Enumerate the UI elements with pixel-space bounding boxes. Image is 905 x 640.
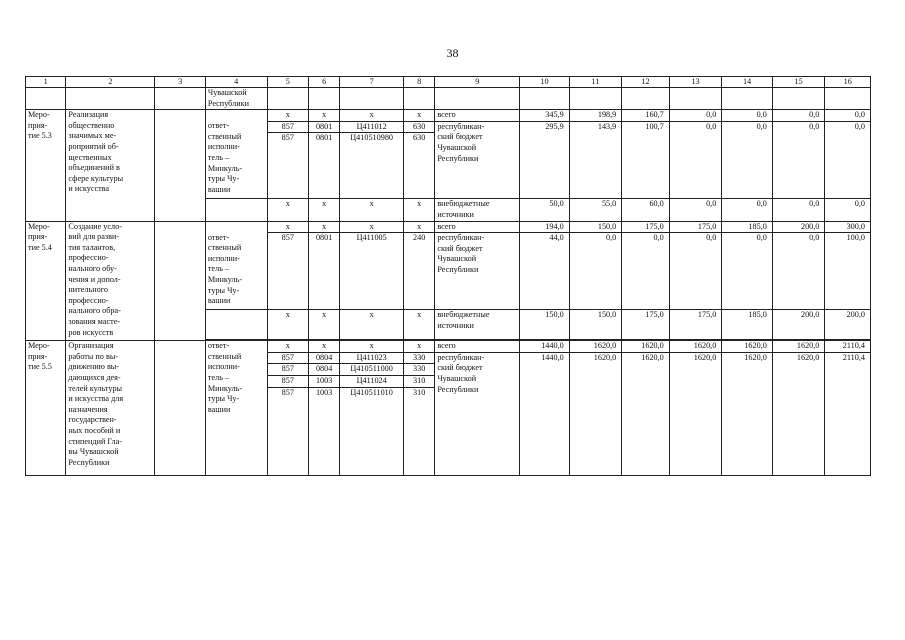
value-cell: 175,0: [669, 221, 722, 233]
value-cell: 44,0: [520, 233, 570, 310]
value-cell: 100,7: [622, 121, 670, 199]
value-cell: 175,0: [622, 221, 670, 233]
value-cell: 0,0: [669, 110, 722, 122]
col-header: 1: [26, 77, 66, 88]
value-cell: 60,0: [622, 199, 670, 221]
value-cell: 0,0: [772, 233, 825, 310]
value-cell: 1620,0: [772, 341, 825, 353]
funding-source: внебюджетные источники: [435, 199, 520, 221]
col-header: 4: [205, 77, 267, 88]
value-cell: 198,9: [569, 110, 622, 122]
col-header: 5: [267, 77, 308, 88]
program-table: [25, 76, 871, 476]
cell: x: [340, 310, 404, 340]
cell: Ц410511010: [340, 387, 404, 475]
cell: 857: [267, 387, 308, 475]
cell: 0801: [308, 233, 339, 310]
value-cell: 2110,4: [825, 352, 871, 475]
col-header: 7: [340, 77, 404, 88]
cell: 240: [403, 233, 434, 310]
cell: Ц411023: [340, 352, 404, 364]
value-cell: 0,0: [669, 199, 722, 221]
value-cell: 0,0: [772, 121, 825, 199]
value-cell: 194,0: [520, 221, 570, 233]
value-cell: 1620,0: [669, 352, 722, 475]
cell: x: [308, 310, 339, 340]
value-cell: 345,9: [520, 110, 570, 122]
cell: x: [403, 310, 434, 340]
value-cell: 1620,0: [622, 352, 670, 475]
value-cell: 1620,0: [569, 352, 622, 475]
col-header: 13: [669, 77, 722, 88]
col-header: 11: [569, 77, 622, 88]
cell: x: [267, 310, 308, 340]
value-cell: 0,0: [825, 199, 871, 221]
continuation-executor: Чувашской Республики: [205, 88, 267, 110]
cell: x: [267, 341, 308, 353]
cell: x: [267, 221, 308, 233]
value-cell: 1620,0: [669, 341, 722, 353]
funding-source: республикан- ский бюджет Чувашской Республики: [435, 233, 520, 310]
executor: ответ- ственный исполни- тель – Минкуль- туры Чу- вашии: [205, 121, 267, 199]
funding-source: внебюджетные источники: [435, 310, 520, 340]
table-row: [26, 341, 871, 353]
value-cell: 150,0: [520, 310, 570, 340]
value-cell: 0,0: [772, 199, 825, 221]
executor: ответ- ственный исполни- тель – Минкуль- туры Чу- вашии: [205, 233, 267, 310]
funding-source: республикан- ский бюджет Чувашской Республики: [435, 121, 520, 199]
value-cell: 55,0: [569, 199, 622, 221]
table-row: [26, 221, 871, 233]
cell: 630: [403, 121, 434, 133]
value-cell: 160,7: [622, 110, 670, 122]
value-cell: 0,0: [722, 110, 773, 122]
value-cell: 185,0: [722, 221, 773, 233]
activity-title: Создание усло- вий для разви- тия талантов, профессио- нального обу- чения и допол- нительного профессио- нального обра- зования мaсте- ров искусств: [66, 221, 155, 341]
value-cell: 0,0: [722, 121, 773, 199]
value-cell: 150,0: [569, 310, 622, 340]
value-cell: 0,0: [669, 233, 722, 310]
value-cell: 175,0: [622, 310, 670, 340]
value-cell: 1620,0: [772, 352, 825, 475]
value-cell: 1620,0: [722, 341, 773, 353]
value-cell: 143,9: [569, 121, 622, 199]
funding-source: всего: [435, 110, 520, 122]
cell: Ц411005: [340, 233, 404, 310]
cell: 857: [267, 133, 308, 199]
cell: x: [340, 221, 404, 233]
value-cell: 0,0: [772, 110, 825, 122]
col-header: 9: [435, 77, 520, 88]
funding-source: всего: [435, 341, 520, 353]
cell: 0801: [308, 133, 339, 199]
value-cell: 1440,0: [520, 341, 570, 353]
cell: x: [340, 341, 404, 353]
cell: x: [308, 199, 339, 221]
cell: Ц411024: [340, 375, 404, 387]
cell: 857: [267, 364, 308, 376]
cell: 310: [403, 387, 434, 475]
cell: 330: [403, 364, 434, 376]
value-cell: 150,0: [569, 221, 622, 233]
page-number: 38: [446, 46, 459, 60]
col-header: 2: [66, 77, 155, 88]
cell: Ц410510980: [340, 133, 404, 199]
cell: 857: [267, 121, 308, 133]
value-cell: 295,9: [520, 121, 570, 199]
cell: 1003: [308, 375, 339, 387]
executor: ответ- ственный исполни- тель – Минкуль- туры Чу- вашии: [205, 341, 267, 475]
col-header: 6: [308, 77, 339, 88]
value-cell: 300,0: [825, 221, 871, 233]
value-cell: 175,0: [669, 310, 722, 340]
cell: 0804: [308, 364, 339, 376]
col-header: 15: [772, 77, 825, 88]
cell: 330: [403, 352, 434, 364]
col-header: 8: [403, 77, 434, 88]
cell: x: [267, 199, 308, 221]
funding-source: республикан- ский бюджет Чувашской Республики: [435, 352, 520, 475]
cell: Ц410511000: [340, 364, 404, 376]
cell: x: [403, 110, 434, 122]
value-cell: 0,0: [622, 233, 670, 310]
cell: x: [340, 110, 404, 122]
value-cell: 0,0: [825, 121, 871, 199]
col-header: 12: [622, 77, 670, 88]
value-cell: 0,0: [722, 199, 773, 221]
value-cell: 200,0: [772, 310, 825, 340]
cell: x: [267, 110, 308, 122]
activity-number: Меро- прия- тие 5.5: [26, 341, 66, 475]
cell: x: [308, 341, 339, 353]
value-cell: 0,0: [569, 233, 622, 310]
col-header: 3: [155, 77, 206, 88]
col-header: 14: [722, 77, 773, 88]
cell: 630: [403, 133, 434, 199]
value-cell: 1620,0: [722, 352, 773, 475]
value-cell: 1620,0: [569, 341, 622, 353]
cell: 0804: [308, 352, 339, 364]
activity-number: Меро- прия- тие 5.3: [26, 110, 66, 221]
value-cell: 0,0: [825, 110, 871, 122]
column-number-row: [26, 77, 871, 88]
activity-title: Организация работы по вы- движению вы- дающихся дея- телей культуры и искусства для назначения государствен- ных пособий и стипендий Гла- вы Чувашской Республики: [66, 341, 155, 475]
cell: x: [340, 199, 404, 221]
cell: x: [403, 221, 434, 233]
value-cell: 0,0: [669, 121, 722, 199]
cell: 310: [403, 375, 434, 387]
funding-source: всего: [435, 221, 520, 233]
activity-number: Меро- прия- тие 5.4: [26, 221, 66, 341]
value-cell: 100,0: [825, 233, 871, 310]
col-header: 16: [825, 77, 871, 88]
cell: 857: [267, 375, 308, 387]
value-cell: 200,0: [772, 221, 825, 233]
value-cell: 50,0: [520, 199, 570, 221]
value-cell: 2110,4: [825, 341, 871, 353]
cell: Ц411012: [340, 121, 404, 133]
cell: x: [308, 110, 339, 122]
continuation-row: [26, 88, 871, 110]
cell: 1003: [308, 387, 339, 475]
value-cell: 1620,0: [622, 341, 670, 353]
cell: 857: [267, 352, 308, 364]
cell: x: [308, 221, 339, 233]
value-cell: 0,0: [722, 233, 773, 310]
col-header: 10: [520, 77, 570, 88]
value-cell: 200,0: [825, 310, 871, 340]
value-cell: 1440,0: [520, 352, 570, 475]
table-row: [26, 110, 871, 122]
value-cell: 185,0: [722, 310, 773, 340]
cell: x: [403, 341, 434, 353]
cell: 857: [267, 233, 308, 310]
activity-title: Реализация общественно значимых ме- роприятий об- щественных объединений в сфере культуры и искусства: [66, 110, 155, 221]
cell: 0801: [308, 121, 339, 133]
cell: x: [403, 199, 434, 221]
